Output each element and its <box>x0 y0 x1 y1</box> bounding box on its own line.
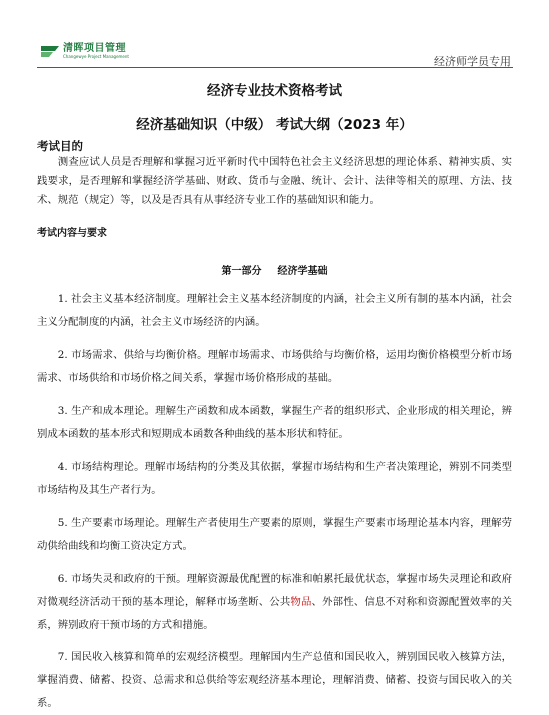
list-item: 4. 市场结构理论。理解市场结构的分类及其依据，掌握市场结构和生产者决策理论，辨别不同类型市场结构及其生产者行为。 <box>37 461 512 496</box>
part-heading <box>0 262 549 277</box>
purpose-paragraph: 测查应试人员是否理解和掌握习近平新时代中国特色社会主义经济思想的理论体系、精神实质、实践要求，是否理解和掌握经济学基础、财政、货币与金融、统计、会计、法律等相关的原理、方法、技术、规范（规定）等，以及是否具有从事经济专业工作的基础知识和能力。 <box>37 156 512 206</box>
header-divider <box>37 67 513 68</box>
part-title: 经济学基础 <box>277 266 328 277</box>
list-item: 7. 国民收入核算和简单的宏观经济模型。理解国内生产总值和国民收入，辨别国民收入核算方法，掌握消费、储蓄、投资、总需求和总供给等宏观经济基本理论，理解消费、储蓄、投资与国民收入的关系。 <box>37 651 512 709</box>
purpose-heading: 考试目的 <box>37 139 83 153</box>
part-label: 第一部分 <box>221 266 262 277</box>
item-text: 、外部性、信息不对称和资源配置效率的关系，辨别政府干预市场的方式和措施。 <box>37 596 513 631</box>
list-item: 1. 社会主义基本经济制度。理解社会主义基本经济制度的内涵，社会主义所有制的基本内涵，社会主义分配制度的内涵，社会主义市场经济的内涵。 <box>37 293 512 328</box>
list-item: 5. 生产要素市场理论。理解生产者使用生产要素的原则，掌握生产要素市场理论基本内容，理解劳动供给曲线和均衡工资决定方式。 <box>37 517 512 552</box>
logo-english-text: Changewye Project Management <box>63 54 129 59</box>
item-text: 6. 市场失灵和政府的干预。理解资源最优配置的标准和帕累托最优状态，掌握市场失灵理论和政府对微观经济活动干预的基本理论，解释市场垄断、公共 <box>37 573 512 608</box>
highlighted-text: 物品 <box>290 596 312 608</box>
logo-chinese-text: 清晖项目管理 <box>63 43 126 54</box>
content-heading: 考试内容与要求 <box>37 228 107 239</box>
list-item: 2. 市场需求、供给与均衡价格。理解市场需求、市场供给与均衡价格，运用均衡价格模型分析市场需求、市场供给和市场价格之间关系，掌握市场价格形成的基础。 <box>37 349 512 384</box>
document-title: 经济专业技术资格考试 <box>207 83 342 99</box>
page-header <box>0 0 549 70</box>
list-item: 3. 生产和成本理论。理解生产函数和成本函数，掌握生产者的组织形式、企业形成的相关理论，辨别成本函数的基本形式和短期成本函数各种曲线的基本形状和特征。 <box>37 405 512 440</box>
document-subtitle: 经济基础知识（中级） 考试大纲（2023 年） <box>136 117 413 133</box>
header-label: 经济师学员专用 <box>434 55 511 68</box>
logo-mark-icon <box>40 43 60 59</box>
list-item <box>37 568 512 637</box>
logo <box>40 43 129 59</box>
